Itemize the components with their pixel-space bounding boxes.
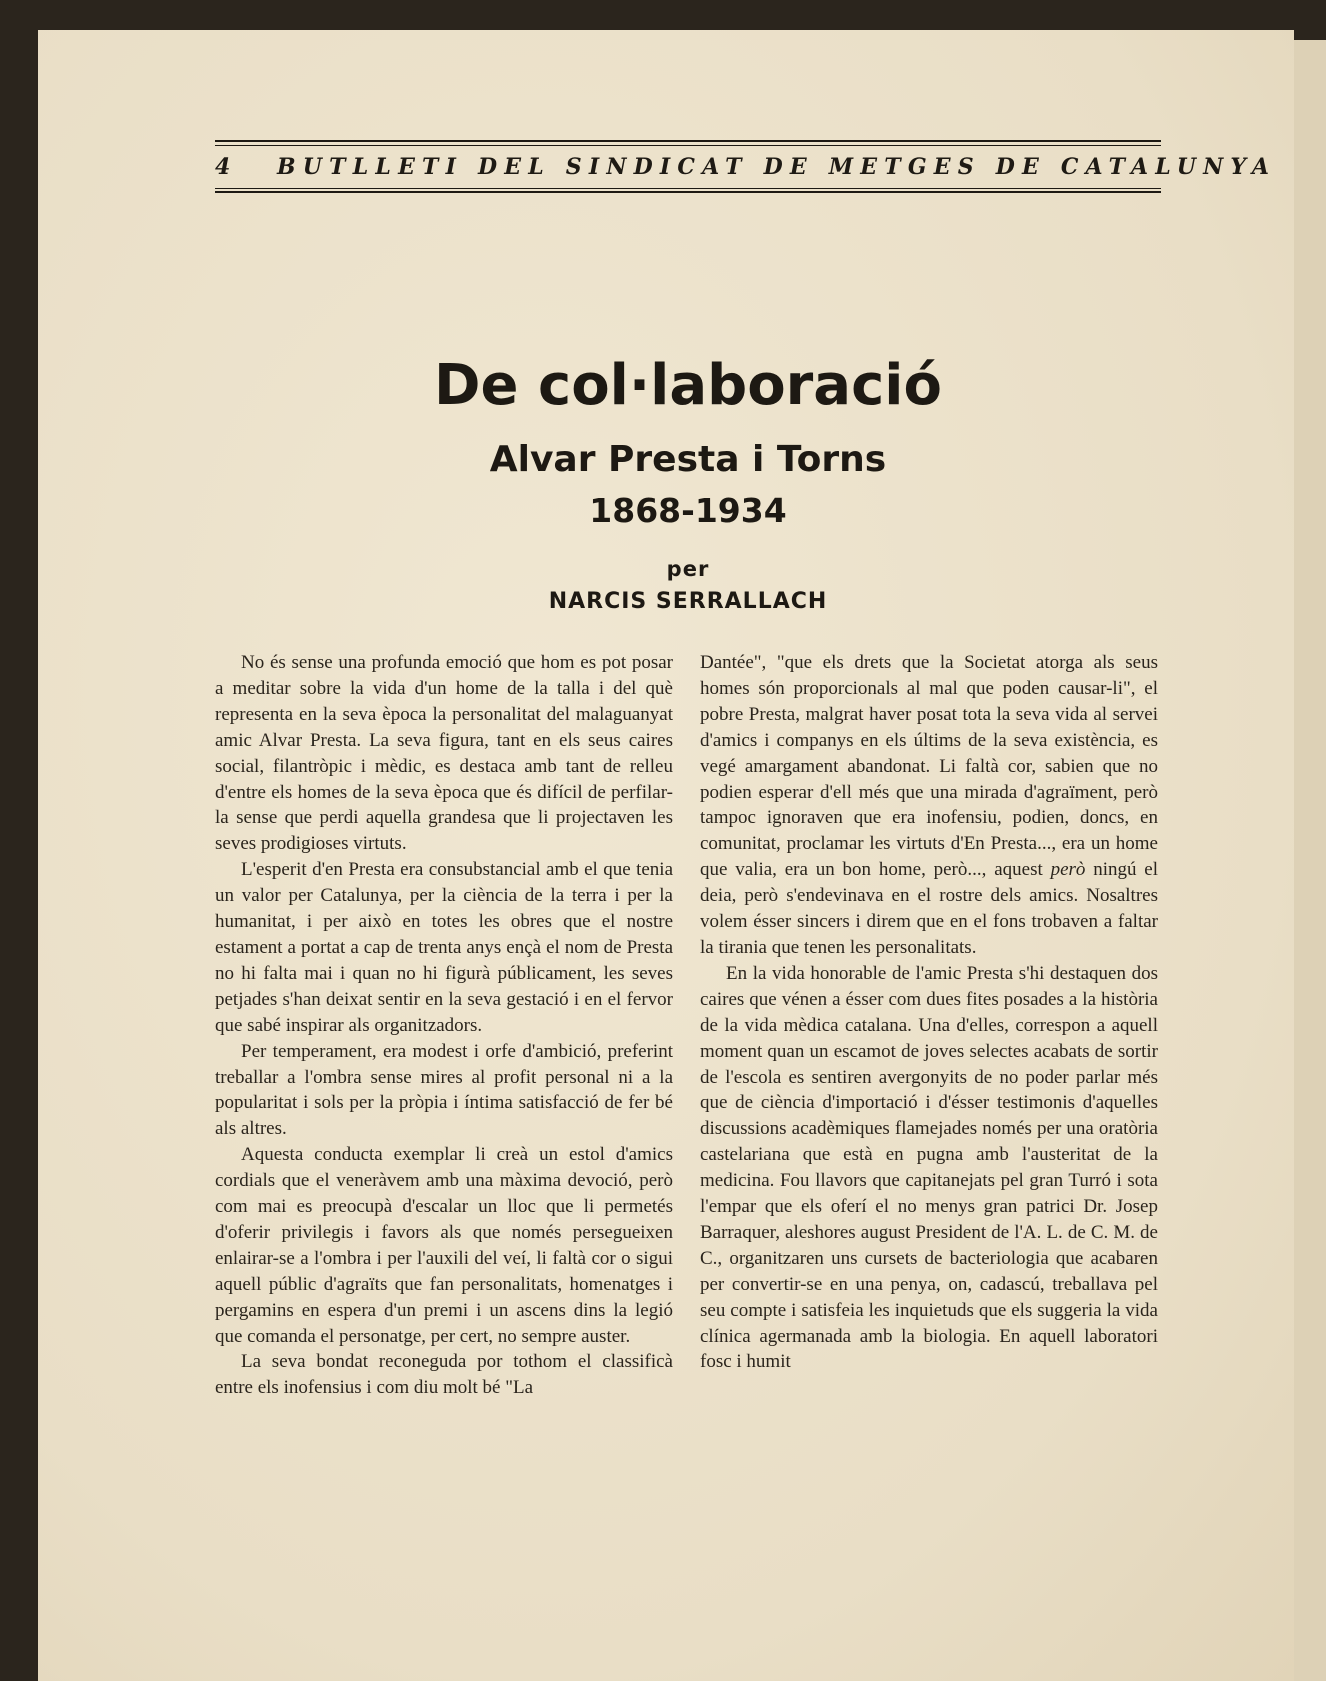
subject-years: 1868-1934 xyxy=(589,491,787,530)
page-header xyxy=(215,140,1277,196)
header-rule-top-thin xyxy=(215,145,1161,146)
subject-name: Alvar Presta i Torns xyxy=(489,439,887,480)
paragraph-text: ningú el deia, però s'endevinava en el rostre dels amics. Nosaltres volem ésser sincers i direm que en el fons trobaven a faltar la tirania que tenen les personalitats. xyxy=(700,859,1159,958)
paragraph-continued xyxy=(700,650,1158,961)
running-title: BUTLLETI DEL SINDICAT DE METGES DE CATALUNYA xyxy=(277,154,1277,180)
paragraph: L'esperit d'en Presta era consubstancial amb el que tenia un valor per Catalunya, per la ciència de la terra i per la humanitat, i per això en totes les obres que el nostre estament a portat a cap de trenta anys ençà el nom de Presta no hi falta mai i quan no hi figurà públicament, les seves petjades s'han deixat sentir en la seva gestació i en el fervor que sabé inspirar als organitzadors. xyxy=(215,859,673,1036)
right-column xyxy=(700,650,1158,1375)
header-rule-bottom xyxy=(215,191,1161,193)
author-name: NARCIS SERRALLACH xyxy=(548,589,828,614)
paragraph: Aquesta conducta exemplar li creà un estol d'amics cordials que el veneràvem amb una màxima devoció, però com mai es preocupà d'escalar un lloc que li permetés d'oferir privilegis i favors als que només persegueixen enlairar-se a l'ombra i per l'auxili del veí, li faltà cor o sigui aquell públic d'agraïts que fan personalitats, homenatges i pergamins en espera d'un premi i un ascens dins la legió que comanda el personatge, per cert, no sempre auster. xyxy=(215,1144,673,1347)
emphasis-text: però xyxy=(1050,859,1086,881)
byline-prefix: per xyxy=(666,557,710,581)
left-column xyxy=(215,650,673,1401)
paragraph-text: Dantée", "que els drets que la Societat atorga als seus homes són proporcionals al mal que poden causar-li", el pobre Presta, malgrat haver posat tota la seva vida al servei d'amics i companys en els últims de la seva existència, es vegé amargament abandonat. Li faltà cor, sabien que no podien esperar d'ell més que una mirada d'agraïment, però tampoc ignoraven que era inofensiu, podien, doncs, en comunitat, proclamar les virtuts d'En Presta..., era un home que valia, era un bon home, però..., aquest xyxy=(700,652,1158,881)
header-rule-bottom-thin xyxy=(215,188,1161,189)
paragraph: En la vida honorable de l'amic Presta s'hi destaquen dos caires que vénen a ésser com dues fites posades a la història de la vida mèdica catalana. Una d'elles, correspon a aquell moment quan un escamot de joves selectes acabats de sortir de l'escola es sentiren avergonyits de no poder parlar més que de ciència d'importació i d'ésser testimonis d'aquelles discussions acadèmiques flamejades només per una oratòria castelariana que està en pugna amb l'austeritat de la medicina. Fou llavors que capitanejats pel gran Turró i sota l'empar que els oferí el no menys gran patrici Dr. Josep Barraquer, aleshores august President de l'A. L. de C. M. de C., organitzaren uns cursets de bacteriologia que acabaren per convertir-se en una penya, on, cadascú, treballava pel seu compte i satisfeia les inquietuds que els suggeria la vida clínica agermanada amb la biologia. En aquell laboratori fosc i humit xyxy=(700,962,1158,1373)
header-row xyxy=(215,154,1277,184)
paragraph: Per temperament, era modest i orfe d'ambició, preferint treballar a l'ombra sense mires al profit personal ni a la popularitat i sols per la pròpia i íntima satisfacció de fer bé als altres. xyxy=(215,1040,673,1140)
paragraph: No és sense una profunda emoció que hom es pot posar a meditar sobre la vida d'un home de la talla i del què representa en la seva època la personalitat del malaguanyat amic Alvar Presta. La seva figura, tant en els seus caires social, filantròpic i mèdic, es destaca amb tant de relleu d'entre els homes de la seva època que és difícil de perfilar-la sense que perdi aquella grandesa que li projectaven les seves prodigioses virtuts. xyxy=(215,652,673,855)
page-number: 4 xyxy=(215,154,231,180)
section-title: De col·laboració xyxy=(434,353,942,418)
header-rule-top xyxy=(215,140,1161,142)
paragraph: La seva bondat reconeguda por tothom el classificà entre els inofensius i com diu molt bé "La xyxy=(215,1351,673,1399)
